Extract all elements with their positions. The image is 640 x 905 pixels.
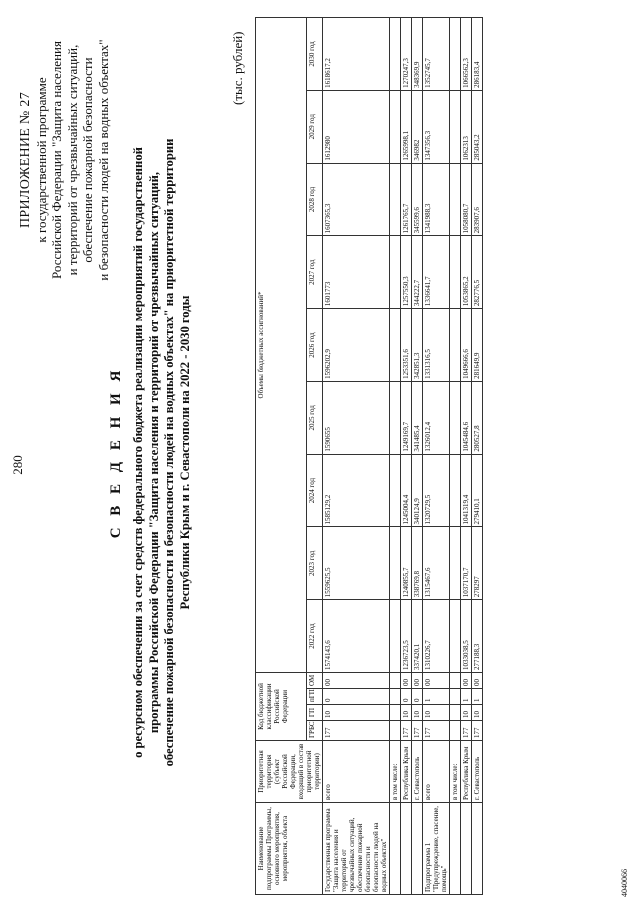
cell-value: 279410,1 xyxy=(472,454,483,527)
cell-code: 10 xyxy=(461,705,472,721)
cell-value xyxy=(450,600,461,673)
cell-value: 1236723,5 xyxy=(401,600,412,673)
cell-value: 1062313 xyxy=(461,90,472,163)
cell-code: 10 xyxy=(423,705,450,721)
cell-value xyxy=(450,381,461,454)
cell-value: 285043,2 xyxy=(472,90,483,163)
cell-code: 0 xyxy=(401,689,412,705)
cell-value xyxy=(450,527,461,600)
cell-code xyxy=(390,705,401,721)
header-year: 2028 год xyxy=(306,163,322,236)
cell-value: 342851,3 xyxy=(412,309,423,382)
cell-value: 280527,8 xyxy=(472,381,483,454)
cell-code xyxy=(450,689,461,705)
cell-value xyxy=(450,163,461,236)
cell-value: 1326012,4 xyxy=(423,381,450,454)
cell-value: 286183,4 xyxy=(472,18,483,91)
header-year: 2026 год xyxy=(306,309,322,382)
cell-value: 1066562,3 xyxy=(461,18,472,91)
table-row xyxy=(472,18,483,895)
cell-value: 1612980 xyxy=(323,90,390,163)
cell-value: 1249169,7 xyxy=(401,381,412,454)
cell-code xyxy=(450,721,461,741)
header-year: 2027 год xyxy=(306,236,322,309)
cell-value: 1041319,4 xyxy=(461,454,472,527)
appendix-heading: ПРИЛОЖЕНИЕ № 27 xyxy=(18,92,33,228)
budget-table xyxy=(255,17,483,895)
cell-value xyxy=(450,454,461,527)
title-line: о ресурсном обеспечении за счет средств федерального бюджета реализации мероприятий государственной xyxy=(131,147,145,758)
cell-territory: в том числе: xyxy=(390,741,401,803)
cell-code: 00 xyxy=(472,672,483,688)
cell-value: 1559625,5 xyxy=(323,527,390,600)
cell-value: 1037170,7 xyxy=(461,527,472,600)
cell-value: 1261765,7 xyxy=(401,163,412,236)
cell-name xyxy=(412,803,423,895)
header-year: 2030 год xyxy=(306,18,322,91)
header-code-group: Код бюджетной классификации Российской Федерации xyxy=(256,672,307,740)
appendix-line: обеспечение пожарной безопасности xyxy=(80,57,95,263)
table-row xyxy=(423,18,450,895)
appendix-line: и территорий от чрезвычайных ситуаций, xyxy=(64,44,80,276)
cell-value xyxy=(390,90,401,163)
page-number: 280 xyxy=(10,455,25,475)
header-code-col: ГП xyxy=(306,705,322,721)
cell-value: 337420,1 xyxy=(412,600,423,673)
cell-territory: в том числе: xyxy=(450,741,461,803)
title-line: Республики Крым и г. Севастополи на 2022 - 2030 годы xyxy=(177,295,192,610)
title-line: обеспечение пожарной безопасности и безопасности людей на водных объектах" на приоритетной территории xyxy=(162,138,176,767)
cell-code: 177 xyxy=(412,721,423,741)
cell-code: 177 xyxy=(423,721,450,741)
cell-code: 177 xyxy=(461,721,472,741)
header-name: Наименование подпрограммы Программы, основного мероприятия, мероприятия, объекта xyxy=(256,803,323,895)
appendix-line: к государственной программе xyxy=(33,77,49,243)
cell-value: 1347356,3 xyxy=(423,90,450,163)
cell-code: 00 xyxy=(401,672,412,688)
cell-code: 1 xyxy=(423,689,450,705)
cell-name xyxy=(401,803,412,895)
title-main: С В Е Д Е Н И Я xyxy=(108,366,124,539)
cell-code xyxy=(450,705,461,721)
cell-code: 10 xyxy=(323,705,390,721)
cell-territory: г. Севастополь xyxy=(472,741,483,803)
cell-value: 278297 xyxy=(472,527,483,600)
table-row xyxy=(390,18,401,895)
cell-value xyxy=(390,163,401,236)
cell-code xyxy=(390,689,401,705)
cell-value: 1253351,6 xyxy=(401,309,412,382)
cell-value: 1574143,6 xyxy=(323,600,390,673)
table-row xyxy=(450,18,461,895)
header-year: 2022 год xyxy=(306,600,322,673)
cell-value xyxy=(390,236,401,309)
cell-value xyxy=(390,454,401,527)
footer-code: 4040066 xyxy=(620,869,629,897)
cell-value: 277188,3 xyxy=(472,600,483,673)
cell-value: 1310226,7 xyxy=(423,600,450,673)
cell-value xyxy=(390,527,401,600)
cell-code: 00 xyxy=(412,672,423,688)
cell-value: 1315467,6 xyxy=(423,527,450,600)
table-row xyxy=(401,18,412,895)
cell-value: 1352745,7 xyxy=(423,18,450,91)
cell-value: 1607365,3 xyxy=(323,163,390,236)
appendix-line: Российской Федерации "Защита населения xyxy=(49,41,64,279)
cell-value xyxy=(450,90,461,163)
cell-code: 1 xyxy=(472,689,483,705)
cell-value: 1341988,3 xyxy=(423,163,450,236)
cell-territory: всего xyxy=(423,741,450,803)
cell-territory: Республика Крым xyxy=(401,741,412,803)
cell-value: 281649,9 xyxy=(472,309,483,382)
cell-value: 1596202,9 xyxy=(323,309,390,382)
cell-value: 1601773 xyxy=(323,236,390,309)
cell-value xyxy=(390,600,401,673)
header-year: 2025 год xyxy=(306,381,322,454)
cell-value: 1257550,3 xyxy=(401,236,412,309)
cell-value: 1240855,7 xyxy=(401,527,412,600)
cell-value: 1270247,3 xyxy=(401,18,412,91)
cell-name: Подпрограмма 1 "Предупреждение, спасение, помощь" xyxy=(423,803,450,895)
cell-code xyxy=(390,672,401,688)
cell-code: 10 xyxy=(412,705,423,721)
cell-value xyxy=(390,381,401,454)
cell-code: 00 xyxy=(461,672,472,688)
cell-value: 1049666,6 xyxy=(461,309,472,382)
cell-value: 1265998,1 xyxy=(401,90,412,163)
header-code-col: ОМ xyxy=(306,672,322,688)
cell-value: 1331316,5 xyxy=(423,309,450,382)
header-code-col: пГП xyxy=(306,689,322,705)
cell-name xyxy=(390,803,401,895)
cell-value: 1053865,2 xyxy=(461,236,472,309)
cell-name xyxy=(450,803,461,895)
cell-value: 1058080,7 xyxy=(461,163,472,236)
header-volumes-group: Объемы бюджетных ассигнований* xyxy=(256,18,307,673)
cell-value: 1033038,5 xyxy=(461,600,472,673)
cell-code: 0 xyxy=(323,689,390,705)
cell-value: 1618617,2 xyxy=(323,18,390,91)
cell-value: 346982 xyxy=(412,90,423,163)
table-row xyxy=(323,18,390,895)
header-territory: Приоритетная территория (субъект Российской Федерации, входящий в состав приоритетной территории) xyxy=(256,741,323,803)
title-line: программы Российской Федерации "Защита населения и территорий от чрезвычайных ситуаций, xyxy=(146,171,161,734)
cell-value: 283907,6 xyxy=(472,163,483,236)
cell-code xyxy=(450,672,461,688)
header-year: 2024 год xyxy=(306,454,322,527)
cell-value xyxy=(450,236,461,309)
cell-name xyxy=(472,803,483,895)
cell-code: 10 xyxy=(472,705,483,721)
cell-value: 282776,5 xyxy=(472,236,483,309)
cell-value: 348369,9 xyxy=(412,18,423,91)
cell-code: 0 xyxy=(412,689,423,705)
cell-code: 00 xyxy=(323,672,390,688)
table-row xyxy=(461,18,472,895)
cell-value xyxy=(390,18,401,91)
cell-code: 00 xyxy=(423,672,450,688)
cell-territory: всего xyxy=(323,741,390,803)
cell-value: 1245004,4 xyxy=(401,454,412,527)
cell-value: 341485,4 xyxy=(412,381,423,454)
table-row xyxy=(412,18,423,895)
cell-value: 1045484,6 xyxy=(461,381,472,454)
cell-value: 344222,7 xyxy=(412,236,423,309)
cell-code xyxy=(390,721,401,741)
cell-value: 345599,6 xyxy=(412,163,423,236)
header-year: 2029 год xyxy=(306,90,322,163)
cell-value: 1320729,5 xyxy=(423,454,450,527)
cell-territory: г. Севастополь xyxy=(412,741,423,803)
header-code-col: ГРБС xyxy=(306,721,322,741)
document-title xyxy=(108,30,193,875)
cell-value xyxy=(450,18,461,91)
header-year: 2023 год xyxy=(306,527,322,600)
cell-value: 1590655 xyxy=(323,381,390,454)
cell-value xyxy=(450,309,461,382)
cell-value: 1336641,7 xyxy=(423,236,450,309)
cell-value: 338769,8 xyxy=(412,527,423,600)
cell-value xyxy=(390,309,401,382)
cell-name: Государственная программа "Защита населения и территорий от чрезвычайных ситуаций, обеспечение пожарной безопасности и безопасности людей на водных объектах" xyxy=(323,803,390,895)
cell-code: 177 xyxy=(401,721,412,741)
cell-value: 1585129,2 xyxy=(323,454,390,527)
cell-code: 177 xyxy=(472,721,483,741)
cell-code: 1 xyxy=(461,689,472,705)
cell-name xyxy=(461,803,472,895)
unit-label: (тыс. рублей) xyxy=(230,31,245,105)
cell-code: 10 xyxy=(401,705,412,721)
appendix-line: и безопасности людей на водных объектах" xyxy=(95,39,111,281)
cell-value: 340124,9 xyxy=(412,454,423,527)
cell-territory: Республика Крым xyxy=(461,741,472,803)
cell-code: 177 xyxy=(323,721,390,741)
appendix-block xyxy=(18,5,111,315)
